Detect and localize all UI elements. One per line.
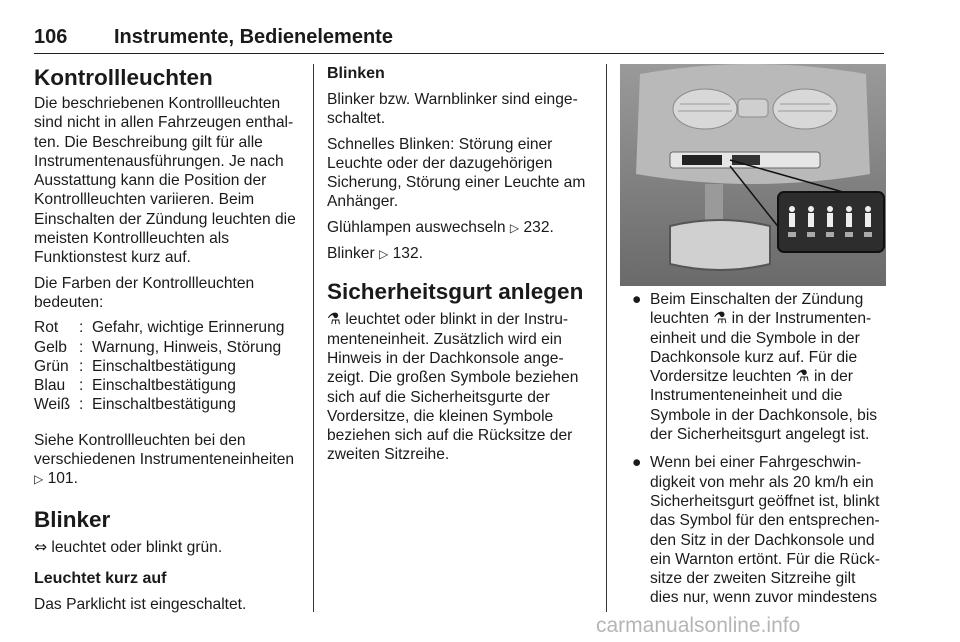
list-item: ● Wenn bei einer Fahrgeschwindigkeit von mehr als 20 km/h ein Sicherheitsgurt geöffnet ist, blinkt das Symbol für den entsprechenden Sitz in der Dachkonsole und ein Warnton ertönt. Für die Rücksitze der zweiten Sitzreihe gilt dies nur, wenn zuvor mindestens [632, 454, 880, 607]
seatbelt-icon: ⚗ [713, 309, 728, 328]
page-number: 106 [34, 26, 68, 48]
leuchtet-paragraph: Das Parklicht ist eingeschaltet. [34, 595, 247, 613]
intro-paragraph: Die beschriebenen Kontrollleuchten sind nicht in allen Fahrzeugen enthalten. Die Beschreibung gilt für alle Instrumentenausführungen. Je nach Ausstattung kann die Position der Kontrollleuchten variieren. Beim Einschalten der Zündung leuchten die meisten Kontrollleuchten als Funktionstest kurz auf. [34, 95, 296, 267]
page-ref-icon: ▷ [509, 220, 520, 235]
fast-blink-paragraph: Schnelles Blinken: Störung einer Leuchte oder der dazugehörigen Sicherung, Störung einer Leuchte am Anhänger. [327, 135, 586, 211]
color-row: Weiß : Einschaltbestätigung [34, 396, 236, 414]
color-row: Blau : Einschaltbestätigung [34, 377, 236, 395]
seatbelt-icon: ⚗ [795, 367, 810, 386]
color-row: Rot : Gefahr, wichtige Erinnerung [34, 319, 285, 337]
bulb-reference: Glühlampen auswechseln ▷ 232. [327, 218, 554, 236]
seatbelt-paragraph: ⚗ leuchtet oder blinkt in der Instrumenteneinheit. Zusätzlich wird ein Hinweis in der Dachkonsole angezeigt. Die großen Symbole beziehen sich auf die Sicherheitsgurte der Vordersitze, die kleinen Symbole beziehen sich auf die Rücksitze der zweiten Sitzreihe. [327, 310, 579, 464]
color-row: Grün : Einschaltbestätigung [34, 357, 236, 375]
section-title-sicherheitsgurt: Sicherheitsgurt anlegen [327, 279, 584, 305]
chapter-title: Instrumente, Bedienelemente [114, 26, 393, 48]
column-divider [606, 64, 607, 612]
blinken-paragraph: Blinker bzw. Warnblinker sind eingeschaltet. [327, 91, 578, 128]
color-legend [34, 318, 296, 414]
watermark: carmanualsonline.info [596, 614, 801, 637]
list-item: ● Beim Einschalten der Zündung leuchten ⚗ in der Instrumenteneinheit und die Symbole in der Dachkonsole kurz auf. Für die Vordersitze leuchten ⚗ in der Instrumenteneinheit und die Symbole in der Dachkonsole, bis der Sicherheitsgurt angelegt ist. [632, 291, 878, 444]
page-ref-icon: ▷ [34, 472, 44, 487]
section-title-kontrollleuchten: Kontrollleuchten [34, 65, 213, 90]
page-ref-icon: ▷ [379, 247, 389, 262]
see-reference: Siehe Kontrollleuchten bei den verschiedenen Instrumenteneinheiten ▷ 101. [34, 431, 295, 488]
section-title-blinker: Blinker [34, 506, 111, 532]
roof-console-photo [620, 64, 886, 286]
colors-intro: Die Farben der Kontrollleuchten bedeuten: [34, 274, 255, 311]
seatbelt-bullets [620, 290, 886, 617]
page-ref-link[interactable]: 132. [392, 245, 423, 263]
blinker-reference: Blinker ▷ 132. [327, 245, 423, 263]
seatbelt-icon: ⚗ [327, 310, 341, 329]
column-left [34, 64, 296, 620]
page-ref-link[interactable]: 232. [523, 218, 554, 236]
page-header [34, 20, 884, 54]
blinker-paragraph: ⇔ leuchtet oder blinkt grün. [34, 537, 223, 556]
subsection-leuchtet: Leuchtet kurz auf [34, 569, 167, 587]
turn-signal-icon: ⇔ [34, 537, 48, 556]
subsection-blinken: Blinken [327, 65, 385, 82]
page-ref-link[interactable]: 101. [47, 470, 78, 488]
color-row: Gelb : Warnung, Hinweis, Störung [34, 338, 282, 356]
column-divider [313, 64, 314, 612]
roof-console-illustration [620, 64, 886, 286]
column-middle [327, 64, 595, 471]
